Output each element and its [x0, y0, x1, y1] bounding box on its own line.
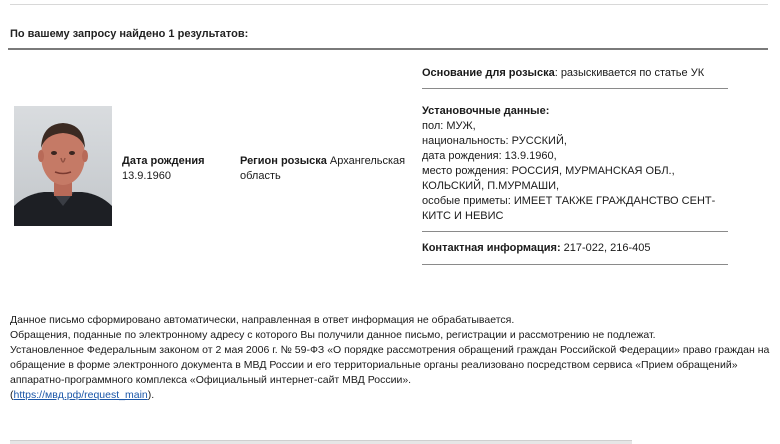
contact-section — [422, 232, 728, 265]
link-close-paren: ). — [147, 389, 155, 401]
footer-link-line — [10, 388, 770, 403]
results-count-header: По вашему запросу найдено 1 результатов: — [10, 28, 249, 40]
detail-line-birthplace: место рождения: РОССИЯ, МУРМАНСКАЯ ОБЛ., КОЛЬСКИЙ, П.МУРМАШИ, — [422, 165, 675, 192]
person-photo — [14, 106, 112, 226]
region-block — [240, 154, 415, 184]
dob-block — [122, 154, 205, 184]
detail-line-features: особые приметы: ИМЕЕТ ТАКЖЕ ГРАЖДАНСТВО СЕНТ-КИТС И НЕВИС — [422, 195, 716, 222]
top-divider — [10, 4, 768, 5]
region-value: Архангельская область — [240, 155, 406, 182]
header-divider — [8, 48, 768, 50]
identification-section — [422, 89, 728, 232]
basis-value: : разыскивается по статье УК — [554, 67, 705, 79]
dob-label: Дата рождения — [122, 155, 205, 167]
identification-label: Установочные данные: — [422, 105, 550, 117]
link-open-paren: ( — [10, 389, 14, 401]
footer-line-not-registered: Обращения, поданные по электронному адресу с которого Вы получили данное письмо, регистрации и рассмотрению не подлежат. — [10, 329, 656, 341]
bottom-scrollbar[interactable] — [10, 440, 632, 444]
contact-label: Контактная информация: — [422, 242, 561, 254]
contact-value: 217-022, 216-405 — [560, 242, 651, 254]
request-main-link[interactable]: https://мвд.рф/request_main — [13, 389, 148, 401]
footer-line-law: Установленное Федеральным законом от 2 мая 2006 г. № 59-ФЗ «О порядке рассмотрения обращений граждан Российской Федерации» право граждан на обращение в форме электронного документа в МВД России и его территориальные органы реализовано посредством сервиса «Прием обращений» аппаратно-программного комплекса «Официальный интернет-сайт МВД России». — [10, 344, 770, 386]
detail-line-sex: пол: МУЖ, — [422, 120, 476, 132]
footer-notice — [10, 313, 770, 403]
detail-line-nationality: национальность: РУССКИЙ, — [422, 135, 567, 147]
detail-line-birthdate: дата рождения: 13.9.1960, — [422, 150, 557, 162]
footer-line-auto: Данное письмо сформировано автоматически, направленная в ответ информация не обрабатывается. — [10, 314, 515, 326]
basis-label: Основание для розыска — [422, 67, 555, 79]
details-column — [422, 60, 728, 265]
dob-value: 13.9.1960 — [122, 170, 171, 182]
region-label: Регион розыска — [240, 155, 327, 167]
basis-section — [422, 60, 728, 89]
